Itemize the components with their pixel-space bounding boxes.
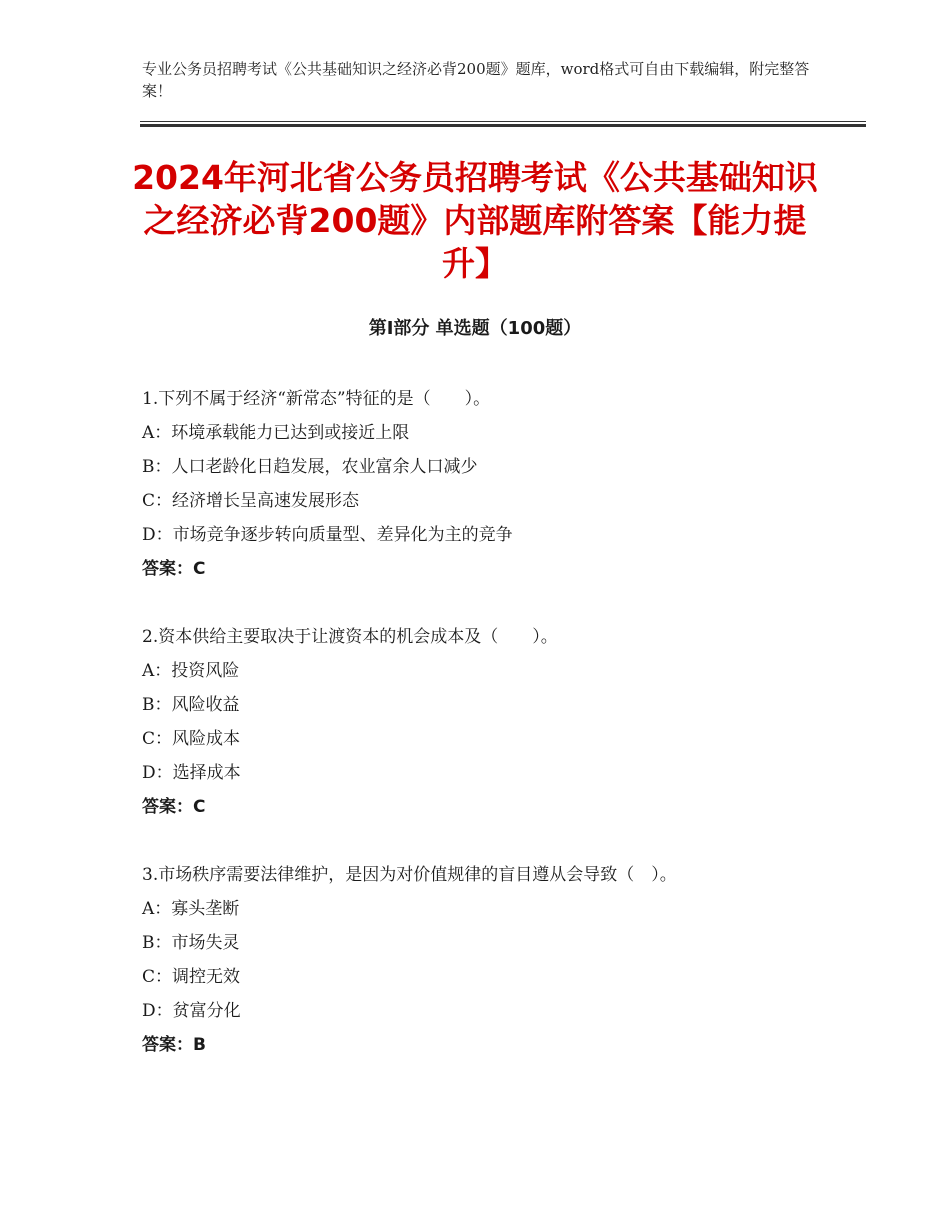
header-note: 专业公务员招聘考试《公共基础知识之经济必背200题》题库，word格式可自由下载编辑，附完整答案！ (142, 60, 810, 100)
question-stem: 1.下列不属于经济“新常态”特征的是（ ）。 (142, 389, 491, 409)
question-2 (142, 620, 792, 824)
option-a: A：投资风险 (142, 661, 240, 681)
option-b: B：人口老龄化日趋发展，农业富余人口减少 (142, 457, 478, 477)
document-title: 2024年河北省公务员招聘考试《公共基础知识之经济必背200题》内部题库附答案【能力提升】 (132, 158, 818, 283)
option-d: D：贫富分化 (142, 1001, 241, 1021)
option-a: A：环境承载能力已达到或接近上限 (142, 423, 410, 443)
answer: 答案：C (142, 797, 206, 817)
option-b: B：市场失灵 (142, 933, 240, 953)
question-list (142, 382, 792, 1096)
option-d: D：市场竞争逐步转向质量型、差异化为主的竞争 (142, 525, 513, 545)
question-stem: 2.资本供给主要取决于让渡资本的机会成本及（ ）。 (142, 627, 558, 647)
question-stem: 3.市场秩序需要法律维护，是因为对价值规律的盲目遵从会导致（ ）。 (142, 865, 677, 885)
question-3 (142, 858, 792, 1062)
option-c: C：经济增长呈高速发展形态 (142, 491, 360, 511)
header-rule-thick (140, 124, 866, 127)
option-a: A：寡头垄断 (142, 899, 240, 919)
option-b: B：风险收益 (142, 695, 240, 715)
option-c: C：风险成本 (142, 729, 241, 749)
question-1 (142, 382, 792, 586)
header-rule-thin (140, 121, 866, 122)
option-d: D：选择成本 (142, 763, 241, 783)
answer: 答案：B (142, 1035, 206, 1055)
option-c: C：调控无效 (142, 967, 241, 987)
answer: 答案：C (142, 559, 206, 579)
section-title: 第Ⅰ部分 单选题（100题） (368, 318, 582, 339)
